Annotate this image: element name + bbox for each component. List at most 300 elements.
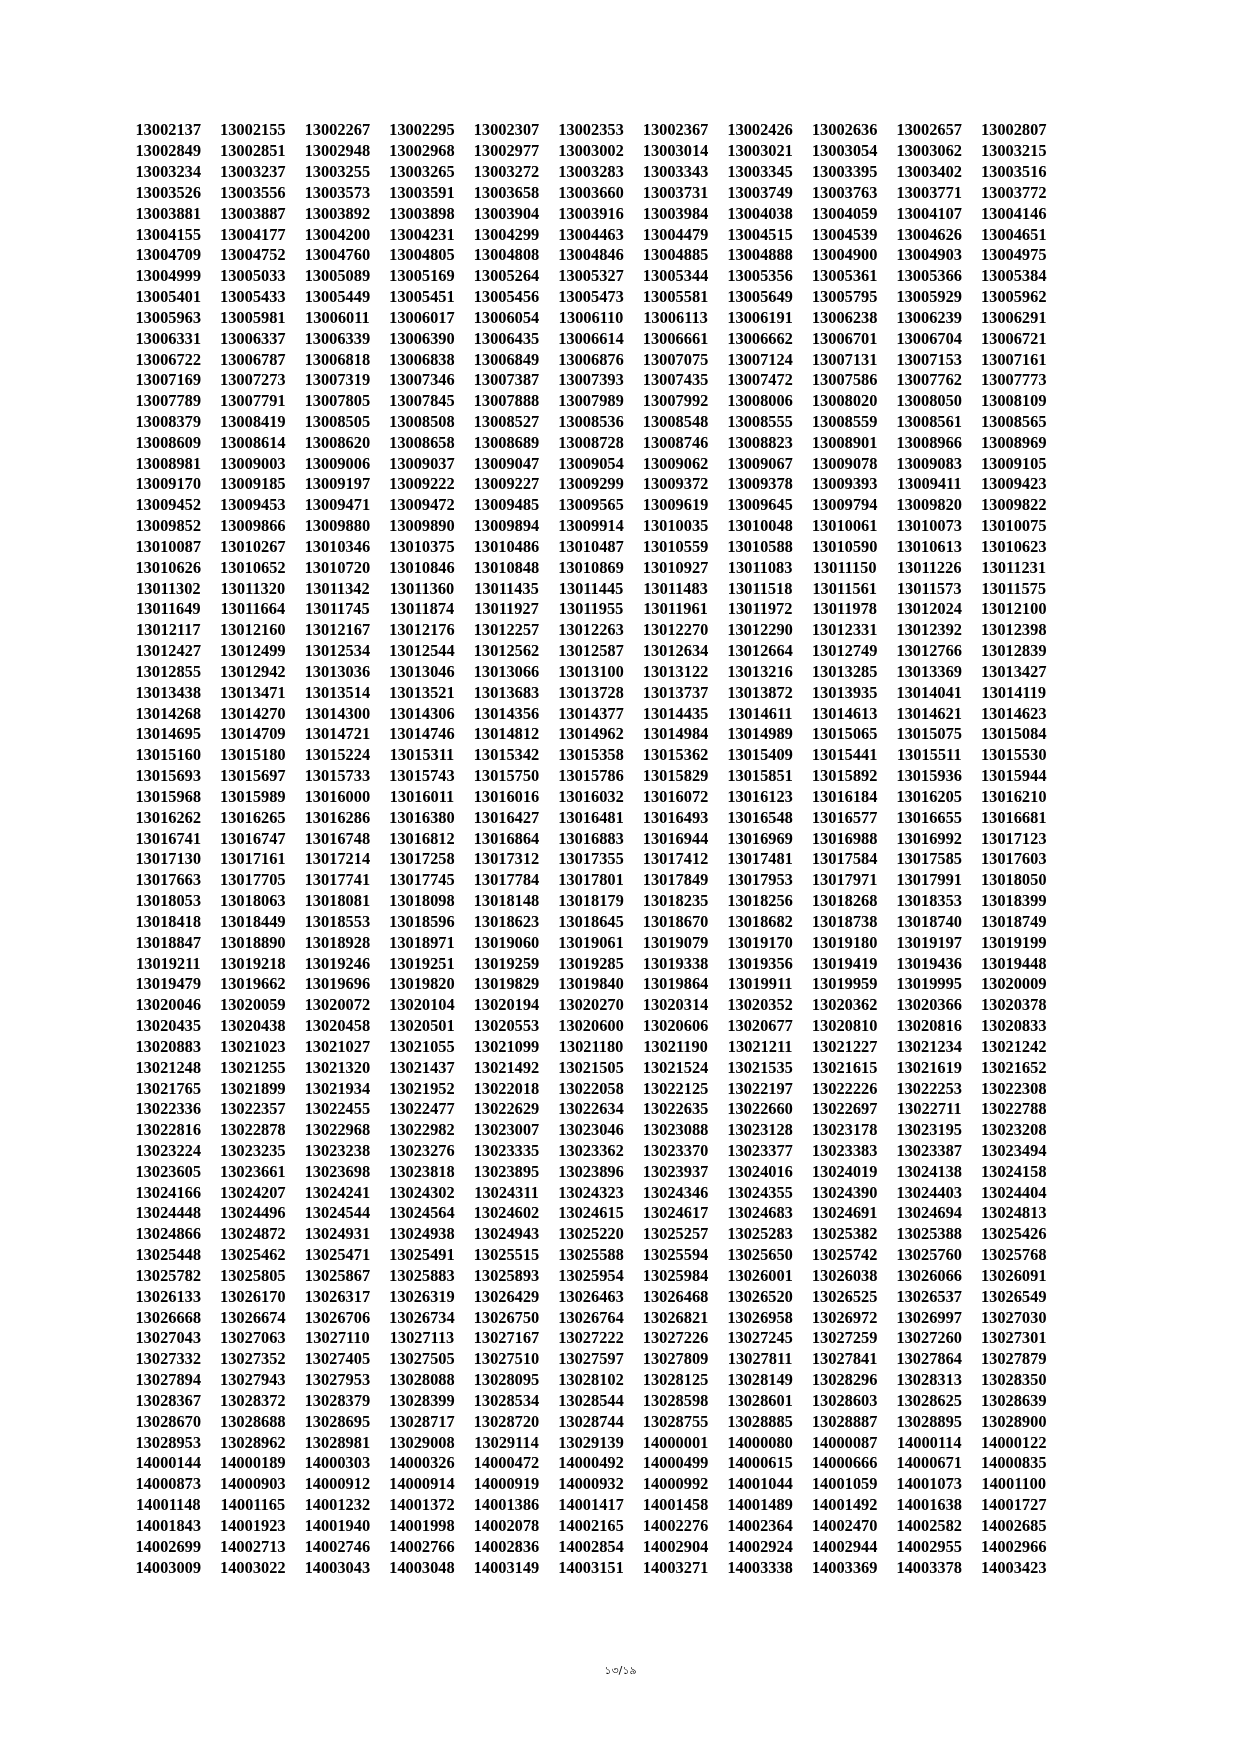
roll-number-cell: 13019246 [304,953,371,973]
roll-number-cell: 13021619 [896,1057,962,1077]
roll-number-cell: 13015530 [980,745,1047,765]
roll-number-cell: 13015829 [642,766,709,786]
roll-number-cell: 13022968 [304,1120,371,1140]
roll-number-cell: 14001638 [896,1495,962,1515]
roll-number-cell: 13023238 [304,1140,371,1160]
roll-number-cell: 13014989 [727,724,793,744]
roll-number-cell: 13028885 [727,1411,793,1431]
roll-number-cell: 13011961 [643,599,708,619]
roll-number-cell: 13020435 [135,1016,202,1036]
roll-number-cell: 13006113 [643,307,708,327]
roll-number-cell: 13012634 [642,641,709,661]
roll-number-cell: 13019820 [389,974,455,994]
roll-number-cell: 13005401 [135,287,202,307]
roll-number-cell: 13009083 [896,453,962,473]
roll-number-cell: 13004808 [473,245,540,265]
roll-number-cell: 13009227 [473,474,540,494]
roll-number-cell: 13016380 [389,807,455,827]
roll-number-cell: 13004463 [558,224,624,244]
roll-number-cell: 13018596 [389,911,455,931]
table-row [126,391,1056,412]
roll-number-cell: 13016262 [135,807,202,827]
roll-number-cell: 14002955 [896,1536,962,1556]
roll-number-cell: 13009393 [811,474,878,494]
roll-number-cell: 13002849 [135,141,202,161]
roll-number-cell: 13008728 [558,432,624,452]
roll-number-cell: 13004900 [811,245,878,265]
roll-number-cell: 13016210 [980,786,1047,806]
roll-number-cell: 13009197 [304,474,371,494]
roll-number-cell: 13014812 [473,724,540,744]
roll-number-cell: 13023224 [135,1140,202,1160]
roll-number-grid [126,120,1056,1578]
table-row [126,1536,1056,1557]
roll-number-cell: 13014709 [220,724,286,744]
roll-number-cell: 13021652 [980,1057,1047,1077]
roll-number-cell: 13017161 [220,849,286,869]
table-row [126,1557,1056,1578]
roll-number-cell: 13017663 [135,870,202,890]
roll-number-cell: 13014377 [558,703,624,723]
roll-number-cell: 13009866 [220,516,286,536]
roll-number-cell: 13021248 [135,1057,202,1077]
roll-number-cell: 13009452 [135,495,202,515]
roll-number-cell: 13025805 [220,1265,286,1285]
roll-number-cell: 13007888 [473,391,540,411]
roll-number-cell: 13017784 [473,870,540,890]
roll-number-cell: 13020366 [896,995,962,1015]
roll-number-cell: 13004146 [980,203,1047,223]
roll-number-cell: 13003984 [642,203,709,223]
roll-number-cell: 13004200 [304,224,371,244]
roll-number-cell: 13022455 [304,1099,371,1119]
roll-number-cell: 13004515 [727,224,793,244]
table-row [126,682,1056,703]
roll-number-cell: 13006291 [980,307,1047,327]
table-row [126,974,1056,995]
roll-number-cell: 13017312 [473,849,540,869]
table-row [126,1203,1056,1224]
roll-number-cell: 13027259 [811,1328,878,1348]
table-row [126,412,1056,433]
table-row [126,162,1056,183]
table-row [126,891,1056,912]
roll-number-cell: 14002276 [642,1515,709,1535]
roll-number-cell: 13009423 [980,474,1047,494]
roll-number-cell: 13008508 [389,412,455,431]
roll-number-cell: 13026001 [727,1265,793,1285]
roll-number-cell: 13024564 [389,1203,455,1223]
roll-number-cell: 13023362 [558,1140,624,1160]
roll-number-cell: 13024158 [980,1161,1047,1181]
roll-number-cell: 14001100 [981,1474,1047,1494]
roll-number-cell: 13003054 [811,141,878,161]
roll-number-cell: 13016747 [220,828,286,848]
roll-number-cell: 13010061 [811,516,878,536]
roll-number-cell: 13012855 [135,661,202,681]
roll-number-cell: 13021027 [304,1036,371,1056]
roll-number-cell: 13026958 [727,1307,793,1327]
roll-number-cell: 13027841 [811,1349,878,1369]
roll-number-cell: 13015968 [135,786,202,806]
roll-number-cell: 14000326 [389,1453,455,1473]
roll-number-cell: 13003892 [304,203,371,223]
roll-number-cell: 13012392 [896,620,962,640]
roll-number-cell: 13022357 [220,1099,286,1119]
roll-number-cell: 13016286 [304,807,371,827]
roll-number-cell: 13027352 [220,1349,286,1369]
roll-number-cell: 13011342 [305,578,370,598]
roll-number-cell: 14002836 [473,1536,540,1556]
roll-number-cell: 13011150 [812,557,877,577]
roll-number-cell: 14000835 [980,1453,1047,1473]
roll-number-cell: 13020677 [727,1016,793,1036]
roll-number-cell: 13016577 [811,807,878,827]
roll-number-cell: 13005433 [220,287,286,307]
roll-number-cell: 13004299 [473,224,540,244]
roll-number-cell: 13012499 [220,641,286,661]
roll-number-cell: 13028670 [135,1411,202,1431]
roll-number-cell: 13011573 [896,578,962,598]
roll-number-cell: 13027809 [642,1349,709,1369]
roll-number-cell: 13006614 [558,328,624,348]
roll-number-cell: 13015311 [389,745,455,765]
table-row [126,787,1056,808]
roll-number-cell: 13025594 [642,1245,709,1265]
roll-number-cell: 13025782 [135,1265,202,1285]
roll-number-cell: 13027405 [304,1349,371,1369]
roll-number-cell: 13020501 [389,1016,455,1036]
roll-number-cell: 13023208 [980,1120,1047,1140]
roll-number-cell: 13005169 [389,266,455,286]
roll-number-cell: 13018553 [304,911,371,931]
roll-number-cell: 13019285 [558,953,624,973]
roll-number-cell: 13024615 [558,1203,624,1223]
roll-number-cell: 13010927 [642,557,709,577]
roll-number-cell: 13028639 [980,1390,1047,1410]
roll-number-cell: 13024496 [220,1203,286,1223]
roll-number-cell: 13021934 [304,1078,371,1098]
roll-number-cell: 13004155 [135,224,202,244]
roll-number-cell: 13011874 [389,599,455,619]
roll-number-cell: 13021492 [473,1057,540,1077]
roll-number-cell: 13005344 [642,266,709,286]
roll-number-cell: 13023896 [558,1161,624,1181]
roll-number-cell: 13018098 [389,891,455,911]
roll-number-cell: 13008555 [727,412,793,431]
roll-number-cell: 14001998 [389,1515,455,1535]
roll-number-cell: 13017849 [642,870,709,890]
roll-number-cell: 14002966 [980,1536,1047,1556]
roll-number-cell: 13007131 [811,349,878,369]
table-row [126,766,1056,787]
roll-number-cell: 13008614 [220,432,286,452]
roll-number-cell: 13020810 [811,1016,878,1036]
roll-number-cell: 14001386 [473,1495,540,1515]
roll-number-cell: 13014306 [389,703,455,723]
roll-number-cell: 14001489 [727,1495,793,1515]
roll-number-cell: 13019060 [473,932,540,952]
roll-number-cell: 14000499 [642,1453,709,1473]
roll-number-cell: 13020059 [220,995,286,1015]
roll-number-cell: 13008006 [727,391,793,411]
roll-number-cell: 13011231 [981,557,1047,577]
roll-number-cell: 13013935 [811,682,878,702]
roll-number-cell: 13023007 [473,1120,540,1140]
roll-number-cell: 13002968 [389,141,455,161]
roll-number-cell: 13019061 [558,932,624,952]
roll-number-cell: 13009822 [980,495,1047,515]
roll-number-cell: 13003763 [811,182,878,202]
roll-number-cell: 13023335 [473,1140,540,1160]
roll-number-cell: 13009006 [304,453,371,473]
roll-number-cell: 13010048 [727,516,793,536]
roll-number-cell: 13010035 [642,516,709,536]
roll-number-cell: 13008419 [220,412,286,431]
roll-number-cell: 13008109 [980,391,1047,411]
roll-number-cell: 14000114 [896,1432,962,1452]
roll-number-cell: 14001165 [220,1495,286,1515]
roll-number-cell: 13012160 [220,620,286,640]
roll-number-cell: 13009067 [727,453,793,473]
roll-number-cell: 13004651 [980,224,1047,244]
roll-number-cell: 13023937 [642,1161,709,1181]
roll-number-cell: 13025768 [980,1245,1047,1265]
roll-number-cell: 13019079 [642,932,709,952]
roll-number-cell: 13024241 [304,1182,371,1202]
roll-number-cell: 13005033 [220,266,286,286]
roll-number-cell: 13024016 [727,1161,793,1181]
roll-number-cell: 13002155 [220,120,286,140]
roll-number-cell: 13016184 [811,786,878,806]
roll-number-cell: 13005981 [220,307,286,327]
roll-number-cell: 13003591 [389,182,455,202]
table-row [126,537,1056,558]
roll-number-cell: 13008609 [135,432,202,452]
roll-number-cell: 13012664 [727,641,793,661]
roll-number-cell: 13003916 [558,203,624,223]
roll-number-cell: 13016011 [389,786,455,806]
roll-number-cell: 13014611 [727,703,793,723]
roll-number-cell: 14002904 [642,1536,709,1556]
roll-number-cell: 13024691 [811,1203,878,1223]
roll-number-cell: 13020600 [558,1016,624,1036]
roll-number-cell: 13005449 [304,287,371,307]
roll-number-cell: 13026734 [389,1307,455,1327]
roll-number-cell: 13012290 [727,620,793,640]
roll-number-cell: 13013369 [896,661,962,681]
roll-number-cell: 13005929 [896,287,962,307]
roll-number-cell: 13014984 [642,724,709,744]
table-row [126,1391,1056,1412]
table-row [126,141,1056,162]
roll-number-cell: 13015989 [220,786,286,806]
roll-number-cell: 14000303 [304,1453,371,1473]
table-row [126,662,1056,683]
roll-number-cell: 13011518 [727,578,793,598]
roll-number-cell: 13019662 [220,974,286,994]
roll-number-cell: 13027110 [305,1328,370,1348]
roll-number-cell: 13003660 [558,182,624,202]
roll-number-cell: 13003731 [642,182,709,202]
roll-number-cell: 13028598 [642,1390,709,1410]
roll-number-cell: 13005795 [811,287,878,307]
roll-number-cell: 13010073 [896,516,962,536]
roll-number-cell: 13028720 [473,1411,540,1431]
roll-number-cell: 13024617 [642,1203,709,1223]
roll-number-cell: 13009794 [811,495,878,515]
roll-number-cell: 13002353 [558,120,624,140]
table-row [126,1286,1056,1307]
roll-number-cell: 13018256 [727,891,793,911]
roll-number-cell: 13026170 [220,1286,286,1306]
roll-number-cell: 13024207 [220,1182,286,1202]
roll-number-cell: 13016427 [473,807,540,827]
roll-number-cell: 13012398 [980,620,1047,640]
roll-number-cell: 13025257 [642,1224,709,1244]
roll-number-cell: 13016655 [896,807,962,827]
roll-number-cell: 13020270 [558,995,624,1015]
roll-number-cell: 13009453 [220,495,286,515]
roll-number-cell: 13026668 [135,1307,202,1327]
roll-number-cell: 13015750 [473,766,540,786]
roll-number-cell: 13027597 [558,1349,624,1369]
roll-number-cell: 13007805 [304,391,371,411]
roll-number-cell: 13012117 [135,620,201,640]
table-row [126,1245,1056,1266]
roll-number-cell: 13015697 [220,766,286,786]
table-row [126,370,1056,391]
roll-number-cell: 13025984 [642,1265,709,1285]
roll-number-cell: 13026821 [642,1307,709,1327]
table-row [126,1328,1056,1349]
roll-number-cell: 14000492 [558,1453,624,1473]
roll-number-cell: 13026706 [304,1307,371,1327]
table-row [126,578,1056,599]
roll-number-cell: 13018418 [135,911,202,931]
roll-number-cell: 13003573 [304,182,371,202]
roll-number-cell: 13010626 [135,557,202,577]
roll-number-cell: 13011649 [135,599,201,619]
roll-number-cell: 13022253 [896,1078,962,1098]
roll-number-cell: 13021899 [220,1078,286,1098]
roll-number-cell: 13009565 [558,495,624,515]
roll-number-cell: 13018847 [135,932,202,952]
roll-number-cell: 13004479 [642,224,709,244]
roll-number-cell: 13008981 [135,453,202,473]
roll-number-cell: 13019218 [220,953,286,973]
roll-number-cell: 13005963 [135,307,202,327]
roll-number-cell: 13020352 [727,995,793,1015]
roll-number-cell: 13010346 [304,536,371,556]
roll-number-cell: 13024602 [473,1203,540,1223]
roll-number-cell: 13026091 [980,1265,1047,1285]
roll-number-cell: 13013216 [727,661,793,681]
roll-number-cell: 13027864 [896,1349,962,1369]
roll-number-cell: 13009054 [558,453,624,473]
roll-number-cell: 13018928 [304,932,371,952]
roll-number-cell: 13027953 [304,1370,371,1390]
roll-number-cell: 14002766 [389,1536,455,1556]
roll-number-cell: 13011575 [981,578,1047,598]
roll-number-cell: 13017123 [980,828,1047,848]
roll-number-cell: 13022634 [558,1099,624,1119]
roll-number-cell: 13019170 [727,932,793,952]
roll-number-cell: 13025742 [811,1245,878,1265]
roll-number-cell: 13019338 [642,953,709,973]
table-row [126,516,1056,537]
roll-number-cell: 14000914 [389,1474,455,1494]
table-row [126,182,1056,203]
roll-number-cell: 13020072 [304,995,371,1015]
roll-number-cell: 13026525 [811,1286,878,1306]
roll-number-cell: 13015441 [811,745,878,765]
roll-number-cell: 13026133 [135,1286,202,1306]
roll-number-cell: 13008050 [896,391,962,411]
roll-number-cell: 14003043 [304,1557,371,1577]
roll-number-cell: 13023698 [304,1161,371,1181]
roll-number-cell: 13010486 [473,536,540,556]
roll-number-cell: 13010087 [135,536,202,556]
roll-number-cell: 13008505 [304,412,371,431]
roll-number-cell: 13003002 [558,141,624,161]
roll-number-cell: 14001044 [727,1474,793,1494]
roll-number-cell: 13025448 [135,1245,202,1265]
table-row [126,307,1056,328]
roll-number-cell: 13003749 [727,182,793,202]
roll-number-cell: 13016016 [473,786,540,806]
roll-number-cell: 13002657 [896,120,962,140]
page-number: ১৩/১৯ [604,1664,637,1677]
table-row [126,1224,1056,1245]
table-row [126,266,1056,287]
roll-number-cell: 13009372 [642,474,709,494]
roll-number-cell: 13006721 [980,328,1047,348]
roll-number-cell: 13021190 [643,1036,708,1056]
roll-number-cell: 13022635 [642,1099,709,1119]
table-row [126,1370,1056,1391]
table-row [126,599,1056,620]
table-row [126,557,1056,578]
roll-number-cell: 13015065 [811,724,878,744]
table-row [126,474,1056,495]
roll-number-cell: 13023661 [220,1161,286,1181]
roll-number-cell: 13028372 [220,1390,286,1410]
roll-number-cell: 13020833 [980,1016,1047,1036]
roll-number-cell: 13019864 [642,974,709,994]
roll-number-cell: 13003237 [220,162,286,182]
roll-number-cell: 13018081 [304,891,371,911]
roll-number-cell: 13021023 [220,1036,286,1056]
roll-number-cell: 13002948 [304,141,371,161]
roll-number-cell: 13027113 [389,1328,455,1348]
roll-number-cell: 13008658 [389,432,455,452]
roll-number-cell: 13013122 [642,661,709,681]
roll-number-cell: 13012942 [220,661,286,681]
roll-number-cell: 13008620 [304,432,371,452]
roll-number-cell: 13010487 [558,536,624,556]
roll-number-cell: 13028379 [304,1390,371,1410]
roll-number-cell: 13016205 [896,786,962,806]
roll-number-cell: 13002977 [473,141,540,161]
roll-number-cell: 13009299 [558,474,624,494]
roll-number-cell: 13009890 [389,516,455,536]
roll-number-cell: 13024019 [811,1161,878,1181]
roll-number-cell: 13026750 [473,1307,540,1327]
roll-number-cell: 13018235 [642,891,709,911]
roll-number-cell: 13024694 [896,1203,962,1223]
roll-number-cell: 13018645 [558,911,624,931]
